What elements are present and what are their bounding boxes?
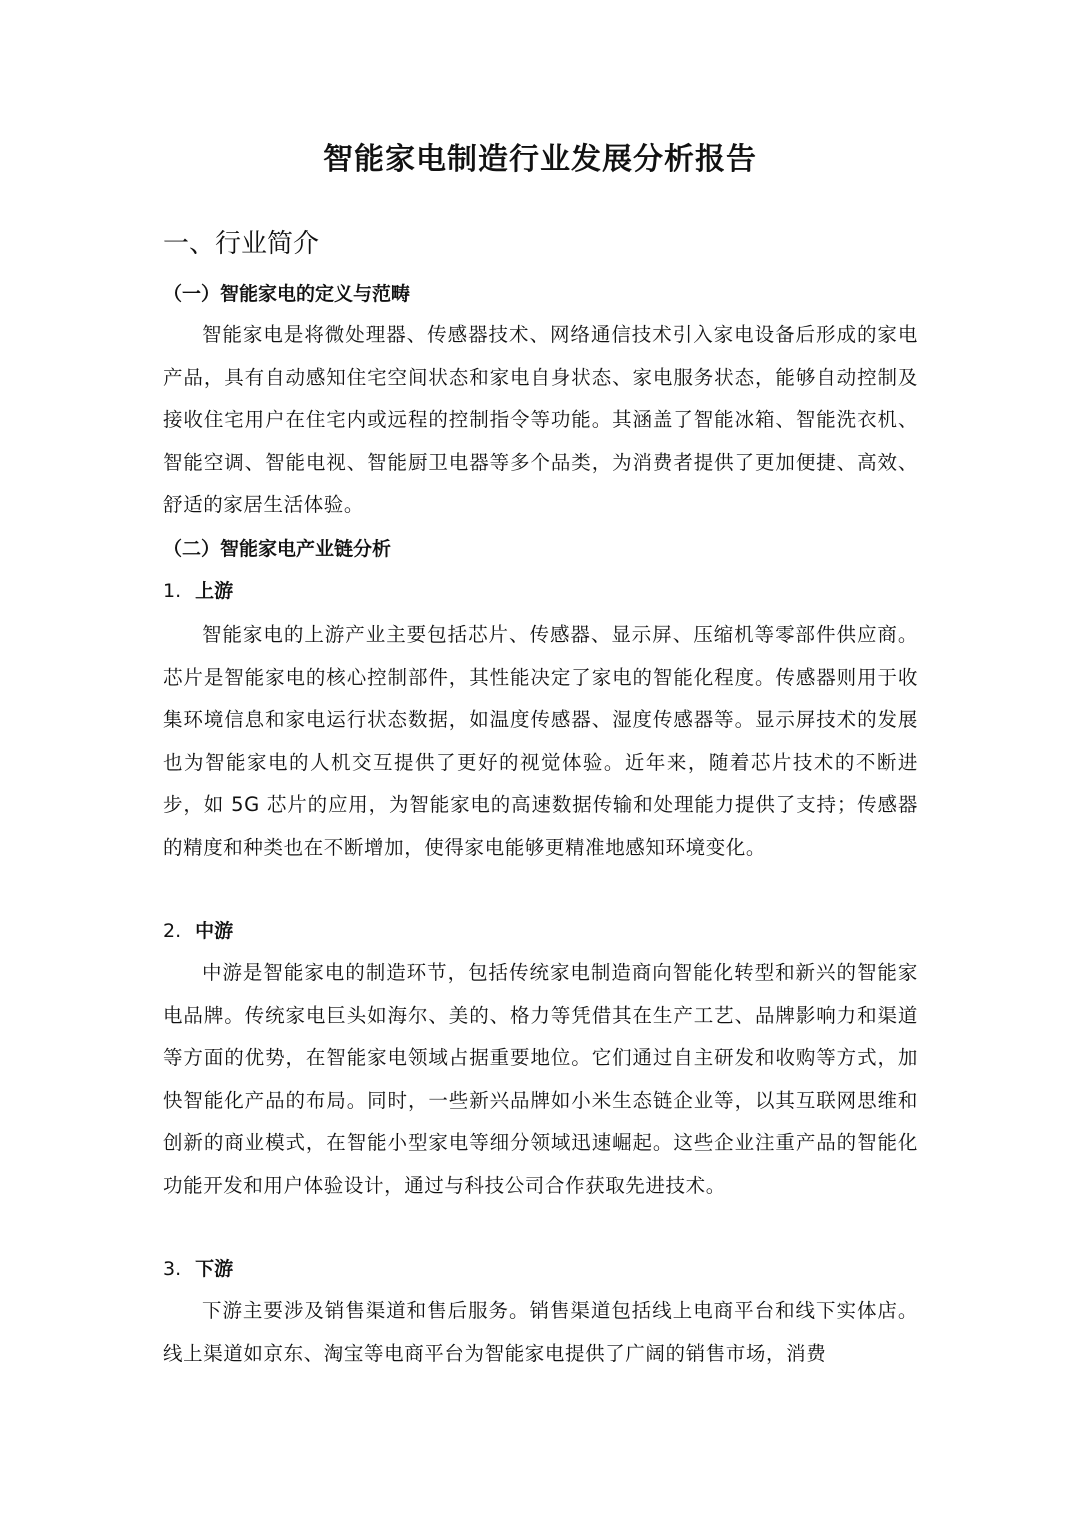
item-heading-midstream: [163, 916, 233, 946]
item-number: 2.: [163, 920, 182, 942]
section-heading-industry-intro: 一、行业简介: [163, 229, 320, 259]
item-heading-downstream: [163, 1254, 233, 1284]
item-heading-label: 上游: [195, 580, 234, 602]
item-heading-upstream: [163, 576, 233, 606]
item-heading-label: 中游: [195, 920, 234, 942]
item-number: 3.: [163, 1258, 182, 1280]
subsection-heading-definition: （一）智能家电的定义与范畴: [163, 283, 411, 305]
paragraph-midstream: 中游是智能家电的制造环节，包括传统家电制造商向智能化转型和新兴的智能家电品牌。传统家电巨头如海尔、美的、格力等凭借其在生产工艺、品牌影响力和渠道等方面的优势，在智能家电领域占据重要地位。它们通过自主研发和收购等方式，加快智能化产品的布局。同时，一些新兴品牌如小米生态链企业等，以其互联网思维和创新的商业模式，在智能小型家电等细分领域迅速崛起。这些企业注重产品的智能化功能开发和用户体验设计，通过与科技公司合作获取先进技术。: [163, 961, 918, 1197]
paragraph-upstream: 智能家电的上游产业主要包括芯片、传感器、显示屏、压缩机等零部件供应商。芯片是智能家电的核心控制部件，其性能决定了家电的智能化程度。传感器则用于收集环境信息和家电运行状态数据，如温度传感器、湿度传感器等。显示屏技术的发展也为智能家电的人机交互提供了更好的视觉体验。近年来，随着芯片技术的不断进步，如 5G 芯片的应用，为智能家电的高速数据传输和处理能力提供了支持；传感器的精度和种类也在不断增加，使得家电能够更精准地感知环境变化。: [163, 623, 918, 859]
item-number: 1.: [163, 580, 182, 602]
paragraph-downstream: 下游主要涉及销售渠道和售后服务。销售渠道包括线上电商平台和线下实体店。线上渠道如京东、淘宝等电商平台为智能家电提供了广阔的销售市场，消费: [163, 1299, 918, 1365]
document-title: 智能家电制造行业发展分析报告: [323, 142, 757, 177]
subsection-heading-industry-chain: （二）智能家电产业链分析: [163, 538, 392, 560]
paragraph-definition: 智能家电是将微处理器、传感器技术、网络通信技术引入家电设备后形成的家电产品，具有自动感知住宅空间状态和家电自身状态、家电服务状态，能够自动控制及接收住宅用户在住宅内或远程的控制指令等功能。其涵盖了智能冰箱、智能洗衣机、智能空调、智能电视、智能厨卫电器等多个品类，为消费者提供了更加便捷、高效、舒适的家居生活体验。: [163, 323, 918, 516]
item-heading-label: 下游: [195, 1258, 234, 1280]
